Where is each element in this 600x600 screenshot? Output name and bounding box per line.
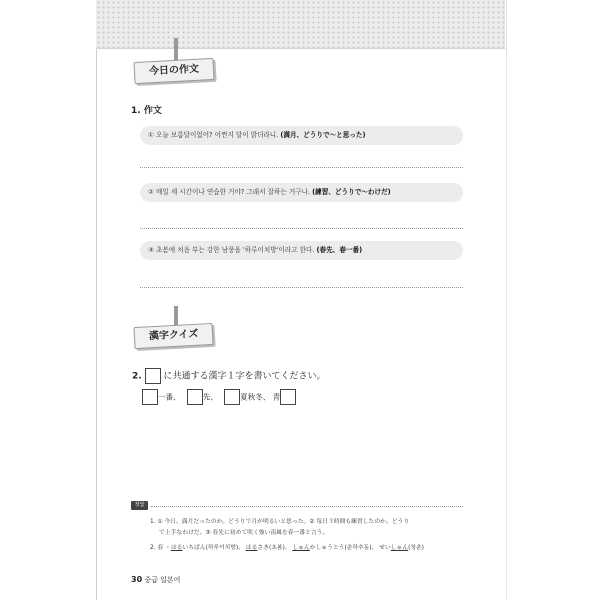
reading: はる [245, 545, 258, 551]
blank-word: 夏秋冬、 [240, 392, 271, 402]
page-number: 30 [131, 575, 143, 584]
blank-box[interactable] [224, 389, 240, 405]
book-title: 중급 일본어 [144, 576, 181, 584]
sentence-hint: (満月、どうりで〜と思った) [280, 131, 366, 139]
sentence-korean: ② 매일 세 시간이나 연습한 거야? 그래서 잘하는 거구나. [148, 188, 313, 196]
composition-heading: 1. 作文 [131, 106, 162, 116]
blank-box[interactable] [187, 389, 203, 405]
reading: はる [170, 545, 183, 551]
answer-line [140, 287, 463, 288]
sentence-item [140, 241, 463, 260]
answer-divider [151, 506, 463, 507]
blank-box[interactable] [145, 368, 161, 384]
answer-line [140, 167, 463, 168]
reading-rest: せい [379, 545, 391, 551]
section-tab-kanji-quiz: 漢字クイズ [133, 323, 213, 349]
answer-line-1: 1. ① 今日、満月だったのか。どうりで月が明るいと思った。② 毎日３時間も練習したのか。どうり [150, 519, 410, 525]
reading: しゅん [390, 545, 409, 551]
sentence-item [140, 183, 463, 202]
reading-rest: いちばん(하루이치방)、 [182, 545, 244, 551]
sentence-hint: (春先、春一番) [316, 246, 363, 254]
blank-word: 青 [272, 392, 281, 402]
answer-line [140, 228, 463, 229]
sentence-hint: (練習、どうりで〜わけだ) [312, 188, 391, 196]
blank-word: 先、 [202, 392, 218, 402]
reading-rest: (청춘) [408, 545, 424, 551]
reading: しゅん [292, 545, 310, 551]
page-footer [131, 575, 180, 585]
answer-label: 정답 [131, 501, 148, 510]
reading-rest: さき(초봄)、 [257, 545, 291, 551]
sentence-korean: ③ 초봄에 처음 부는 강한 남풍을 '하루이치방'이라고 한다. [148, 246, 317, 254]
tab-stem [174, 38, 178, 60]
sentence-item [140, 126, 463, 145]
answer-prefix: 2. 春 ・ [150, 545, 171, 551]
section-tab-composition: 今日の作文 [133, 58, 214, 84]
blank-box[interactable] [142, 389, 158, 405]
instruction-text: に共通する漢字１字を書いてください。 [163, 371, 326, 382]
answer-line-2: で上手なわけだ。③ 春先に初めて吹く強い南風を春一番と言う。 [159, 530, 329, 536]
kanji-quiz-instruction [132, 368, 325, 384]
sentence-korean: ① 오늘 보름달이었어? 어쩐지 달이 밝더라니. [148, 131, 281, 139]
question-number: 2. [132, 371, 142, 382]
dotted-header-band [96, 0, 505, 49]
reading-rest: かしゅうとう(춘하추동)、 [309, 545, 378, 551]
blank-words-row [142, 389, 296, 405]
blank-box[interactable] [280, 389, 296, 405]
blank-word: 一番、 [158, 392, 181, 402]
answer-line-3 [150, 544, 424, 552]
page-sheet [96, 0, 507, 600]
